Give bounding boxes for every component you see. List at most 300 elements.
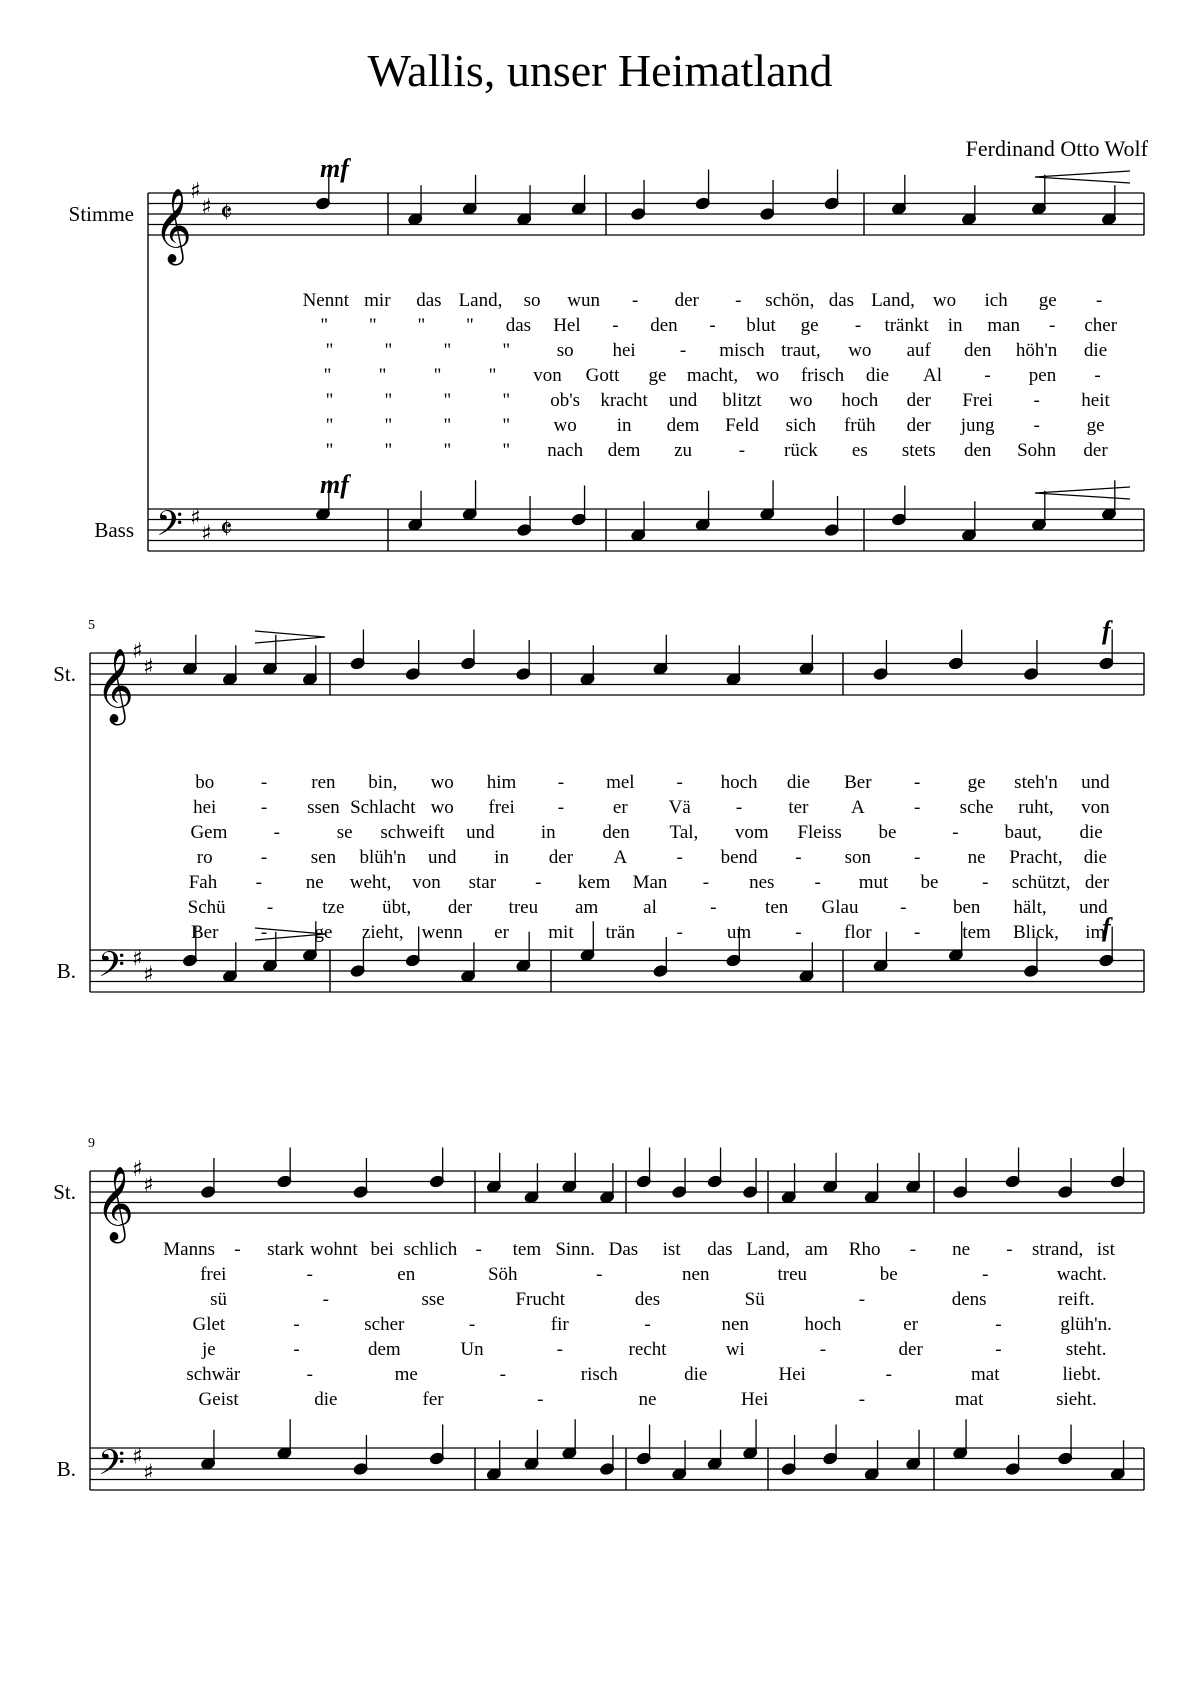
lyric-syllable: der <box>898 1339 923 1360</box>
lyric-syllable: frei <box>488 797 515 818</box>
lyric-syllable: al <box>643 897 657 918</box>
lyric-syllable: Fah <box>188 872 218 893</box>
key-signature-sharp: ♯ <box>132 946 143 972</box>
lyric-syllable: der <box>906 390 931 411</box>
lyric-syllable: wo <box>430 797 454 818</box>
lyric-syllable: ne <box>638 1389 657 1410</box>
key-signature-sharp: ♯ <box>201 521 212 547</box>
key-signature-sharp: ♯ <box>132 1157 143 1182</box>
lyric-syllable: - <box>1096 290 1103 311</box>
lyric-syllable: wo <box>755 365 780 386</box>
lyric-syllable: Glau <box>821 897 859 918</box>
lyric-syllable: kem <box>577 872 611 893</box>
lyric-syllable: stark <box>267 1239 305 1260</box>
lyric-syllable: Al <box>923 365 942 386</box>
lyric-syllable: und <box>466 822 495 843</box>
lyric-syllable: Frei <box>962 390 993 411</box>
lyric-syllable: den <box>963 440 992 461</box>
lyric-syllable: im <box>1085 922 1106 943</box>
lyric-syllable: ten <box>765 897 789 918</box>
lyric-syllable: - <box>260 922 268 943</box>
lyric-syllable: steh'n <box>1014 772 1058 793</box>
lyric-syllable: Tal, <box>669 822 699 843</box>
lyric-syllable: - <box>735 290 742 311</box>
lyric-syllable: " <box>323 365 332 386</box>
lyric-syllable: früh <box>843 415 876 436</box>
lyric-syllable: hei <box>193 797 217 818</box>
lyric-syllable: die <box>786 772 811 793</box>
lyric-syllable: ge <box>314 922 333 943</box>
lyric-syllable: traut, <box>781 340 821 361</box>
lyric-syllable: in <box>494 847 509 868</box>
lyric-syllable: - <box>858 1389 866 1410</box>
lyric-syllable: - <box>557 797 565 818</box>
lyric-syllable: " <box>368 315 377 336</box>
lyric-syllable: wo <box>932 290 957 311</box>
lyric-syllable: des <box>634 1289 661 1310</box>
lyric-syllable: - <box>795 922 802 943</box>
lyric-syllable: in <box>947 315 963 336</box>
crescendo-hairpin <box>1035 487 1130 493</box>
lyric-syllable: ben <box>952 897 981 918</box>
lyric-syllable: Ber <box>190 922 219 943</box>
key-signature-sharp: ♯ <box>143 1172 154 1198</box>
lyric-syllable: frisch <box>800 365 845 386</box>
lyric-syllable: - <box>306 1264 313 1285</box>
lyric-syllable: " <box>325 415 334 436</box>
lyric-syllable: macht, <box>686 365 739 386</box>
lyric-syllable: den <box>602 822 630 843</box>
lyric-syllable: mut <box>858 872 889 893</box>
lyric-syllable: - <box>306 1364 313 1385</box>
lyric-syllable: Land, <box>458 290 503 311</box>
lyric-syllable: - <box>914 847 921 868</box>
lyric-syllable: ge <box>1038 290 1057 311</box>
lyric-syllable: am <box>804 1239 828 1260</box>
lyric-syllable: frei <box>200 1264 227 1285</box>
lyric-syllable: blut <box>746 315 776 336</box>
lyric-syllable: - <box>273 822 280 843</box>
lyric-syllable: ist <box>662 1239 681 1260</box>
key-signature-sharp: ♯ <box>143 654 154 680</box>
lyric-syllable: Sohn <box>1017 440 1057 461</box>
lyric-syllable: Das <box>608 1239 639 1260</box>
lyric-syllable: be <box>879 1264 898 1285</box>
lyric-syllable: me <box>394 1364 418 1385</box>
lyric-syllable: - <box>702 872 710 893</box>
lyric-syllable: am <box>575 897 599 918</box>
lyric-syllable: " <box>443 415 452 436</box>
lyric-syllable: jung <box>960 415 995 436</box>
lyric-syllable: Fleiss <box>797 822 842 843</box>
lyric-syllable: " <box>325 390 334 411</box>
bass-clef-icon: 𝄢 <box>98 944 126 993</box>
lyric-syllable: Rho <box>848 1239 881 1260</box>
lyric-syllable: Schü <box>187 897 226 918</box>
lyric-syllable: sieht. <box>1056 1389 1097 1410</box>
lyric-syllable: - <box>854 315 862 336</box>
lyric-syllable: tem <box>962 922 991 943</box>
lyric-syllable: son <box>844 847 872 868</box>
lyric-syllable: - <box>909 1239 917 1260</box>
lyric-syllable: " <box>502 340 511 361</box>
lyric-syllable: ne <box>967 847 986 868</box>
lyric-syllable: stets <box>901 440 936 461</box>
lyric-syllable: - <box>795 847 802 868</box>
lyric-syllable: - <box>900 897 907 918</box>
lyric-syllable: - <box>535 872 542 893</box>
lyric-syllable: " <box>384 340 393 361</box>
lyric-syllable: Sü <box>744 1289 765 1310</box>
dynamic-mf: mf <box>320 470 349 499</box>
lyric-syllable: das <box>707 1239 733 1260</box>
lyric-syllable: von <box>412 872 441 893</box>
key-signature-sharp: ♯ <box>143 1460 154 1486</box>
lyric-syllable: schwär <box>186 1364 241 1385</box>
key-signature-sharp: ♯ <box>132 639 143 664</box>
lyric-syllable: ren <box>311 772 336 793</box>
lyric-syllable: zu <box>674 440 693 461</box>
lyric-syllable: zieht, <box>361 922 404 943</box>
lyric-syllable: Land, <box>746 1239 791 1260</box>
page-title: Wallis, unser Heimatland <box>367 45 833 96</box>
lyric-syllable: Ber <box>844 772 872 793</box>
lyric-syllable: " <box>417 315 426 336</box>
lyric-syllable: nach <box>547 440 584 461</box>
lyric-syllable: - <box>995 1339 1002 1360</box>
lyric-syllable: - <box>819 1339 827 1360</box>
lyric-syllable: das <box>505 315 532 336</box>
lyric-syllable: cher <box>1084 315 1118 336</box>
lyric-syllable: weht, <box>349 872 392 893</box>
lyric-syllable: die <box>1083 340 1108 361</box>
lyric-syllable: hält, <box>1013 897 1047 918</box>
measure-number: 9 <box>88 1136 95 1151</box>
lyric-syllable: ich <box>984 290 1008 311</box>
lyric-syllable: flor <box>844 922 872 943</box>
lyric-syllable: schweift <box>380 822 445 843</box>
lyric-syllable: sen <box>310 847 337 868</box>
lyric-syllable: die <box>1083 847 1107 868</box>
lyric-syllable: und <box>1081 772 1110 793</box>
lyric-syllable: ne <box>952 1239 971 1260</box>
lyric-syllable: Land, <box>871 290 915 311</box>
lyric-syllable: mat <box>971 1364 1000 1385</box>
staff-label-upper: St. <box>53 1180 76 1204</box>
lyric-syllable: pen <box>1028 365 1057 386</box>
staff-label-upper: St. <box>53 662 76 686</box>
lyric-syllable: - <box>982 1264 989 1285</box>
lyric-syllable: " <box>378 365 387 386</box>
lyric-syllable: treu <box>777 1264 808 1285</box>
treble-clef-icon: 𝄞 <box>154 189 192 263</box>
lyric-syllable: wo <box>430 772 454 793</box>
lyric-syllable: rück <box>784 440 818 461</box>
lyric-syllable: ob's <box>550 390 581 411</box>
lyric-syllable: nes <box>749 872 775 893</box>
lyric-syllable: wi <box>725 1339 745 1360</box>
lyric-syllable: - <box>293 1339 300 1360</box>
lyric-syllable: - <box>885 1364 892 1385</box>
lyric-syllable: be <box>878 822 897 843</box>
lyric-syllable: ge <box>1086 415 1105 436</box>
cut-time-icon: 𝄵 <box>220 512 233 545</box>
lyric-syllable: - <box>255 872 262 893</box>
lyric-syllable: Manns <box>163 1239 215 1260</box>
lyric-syllable: - <box>1033 390 1040 411</box>
lyric-syllable: Vä <box>668 797 691 818</box>
lyric-syllable: tem <box>512 1239 542 1260</box>
lyric-syllable: Sinn. <box>555 1239 595 1260</box>
lyric-syllable: ist <box>1096 1239 1115 1260</box>
lyric-syllable: der <box>1084 872 1110 893</box>
lyric-syllable: und <box>668 390 698 411</box>
lyric-syllable: hoch <box>720 772 758 793</box>
lyric-syllable: " <box>502 440 511 461</box>
staff-label-lower: B. <box>56 959 76 983</box>
lyric-syllable: in <box>616 415 632 436</box>
lyric-syllable: ge <box>648 365 667 386</box>
lyric-syllable: den <box>650 315 678 336</box>
lyric-syllable: der <box>674 290 699 311</box>
lyric-syllable: him <box>486 772 517 793</box>
lyric-syllable: schön, <box>765 290 815 311</box>
lyric-syllable: " <box>384 440 393 461</box>
lyric-syllable: - <box>596 1264 603 1285</box>
lyric-syllable: Söh <box>487 1264 518 1285</box>
lyric-syllable: - <box>709 315 716 336</box>
lyric-syllable: bin, <box>368 772 398 793</box>
lyric-syllable: mit <box>548 922 574 943</box>
lyric-syllable: von <box>1081 797 1110 818</box>
lyric-syllable: um <box>726 922 752 943</box>
lyric-syllable: höh'n <box>1015 340 1058 361</box>
lyric-syllable: se <box>336 822 353 843</box>
lyric-syllable: heit <box>1081 390 1110 411</box>
lyric-syllable: sich <box>785 415 817 436</box>
dynamic-f: f <box>1102 913 1111 942</box>
lyric-syllable: " <box>488 365 497 386</box>
lyric-syllable: ge <box>967 772 986 793</box>
lyric-syllable: A <box>613 847 628 868</box>
cut-time-icon: 𝄵 <box>220 196 233 229</box>
lyric-syllable: Pracht, <box>1009 847 1063 868</box>
lyric-syllable: die <box>1079 822 1103 843</box>
lyric-syllable: er <box>903 1314 919 1335</box>
key-signature-sharp: ♯ <box>132 1444 143 1470</box>
lyric-syllable: wohnt <box>310 1239 358 1260</box>
lyric-syllable: en <box>397 1264 416 1285</box>
lyric-syllable: star <box>468 872 497 893</box>
composer: Ferdinand Otto Wolf <box>965 136 1148 161</box>
lyric-syllable: der <box>548 847 574 868</box>
lyric-syllable: - <box>738 440 746 461</box>
lyric-syllable: - <box>676 922 683 943</box>
lyric-syllable: Hei <box>778 1364 806 1385</box>
lyric-syllable: ro <box>196 847 213 868</box>
lyric-syllable: Hel <box>553 315 581 336</box>
lyric-syllable: Man <box>632 872 668 893</box>
lyric-syllable: er <box>612 797 628 818</box>
lyric-syllable: " <box>325 440 334 461</box>
lyric-syllable: - <box>1006 1239 1013 1260</box>
lyric-syllable: - <box>234 1239 241 1260</box>
lyric-syllable: je <box>202 1339 216 1360</box>
lyric-syllable: Geist <box>198 1389 239 1410</box>
lyric-syllable: Schlacht <box>350 797 416 818</box>
lyric-syllable: " <box>502 415 511 436</box>
decrescendo-hairpin <box>255 631 325 637</box>
lyric-syllable: die <box>314 1389 338 1410</box>
lyric-syllable: ge <box>800 315 819 336</box>
staff-label-lower: B. <box>56 1457 76 1481</box>
lyric-syllable: der <box>447 897 473 918</box>
lyric-syllable: glüh'n. <box>1060 1314 1112 1335</box>
key-signature-sharp: ♯ <box>143 962 154 988</box>
lyric-syllable: " <box>443 340 452 361</box>
lyric-syllable: mat <box>954 1389 984 1410</box>
lyric-syllable: - <box>266 897 274 918</box>
lyric-syllable: das <box>828 290 855 311</box>
lyric-syllable: und <box>427 847 457 868</box>
lyric-syllable: Frucht <box>515 1289 566 1310</box>
lyric-syllable: - <box>322 1289 329 1310</box>
lyric-syllable: sche <box>959 797 994 818</box>
lyric-syllable: - <box>612 315 619 336</box>
lyric-syllable: von <box>533 365 562 386</box>
lyric-syllable: übt, <box>382 897 412 918</box>
lyric-syllable: bei <box>370 1239 394 1260</box>
lyric-syllable: und <box>1079 897 1108 918</box>
lyric-syllable: scher <box>364 1314 405 1335</box>
lyric-syllable: dem <box>607 440 641 461</box>
lyric-syllable: - <box>631 290 639 311</box>
lyric-syllable: das <box>416 290 442 311</box>
lyric-syllable: fer <box>422 1389 444 1410</box>
lyric-syllable: " <box>502 390 511 411</box>
lyric-syllable: Gott <box>585 365 620 386</box>
lyric-syllable: wun <box>567 290 600 311</box>
lyric-syllable: ruht, <box>1018 797 1054 818</box>
lyric-syllable: der <box>1083 440 1108 461</box>
lyric-syllable: " <box>433 365 442 386</box>
lyric-syllable: schlich <box>403 1239 458 1260</box>
lyric-syllable: liebt. <box>1062 1364 1102 1385</box>
lyric-syllable: blitzt <box>722 390 762 411</box>
lyric-syllable: - <box>260 797 268 818</box>
lyric-syllable: so <box>523 290 541 311</box>
lyric-syllable: bo <box>195 772 215 793</box>
lyric-syllable: - <box>676 847 683 868</box>
lyric-syllable: A <box>850 797 865 818</box>
measure-number: 5 <box>88 618 95 633</box>
lyric-syllable: steht. <box>1065 1339 1107 1360</box>
lyric-syllable: hoch <box>841 390 879 411</box>
lyric-syllable: dem <box>367 1339 401 1360</box>
lyric-syllable: tränkt <box>884 315 929 336</box>
lyric-syllable: fir <box>550 1314 569 1335</box>
lyric-syllable: reift. <box>1058 1289 1095 1310</box>
lyric-syllable: - <box>475 1239 482 1260</box>
lyric-syllable: wo <box>848 340 872 361</box>
bass-clef-icon: 𝄢 <box>156 503 184 552</box>
lyric-syllable: - <box>260 772 268 793</box>
lyric-syllable: wenn <box>421 922 463 943</box>
lyric-syllable: wo <box>553 415 577 436</box>
bass-clef-icon: 𝄢 <box>98 1442 126 1491</box>
lyric-syllable: risch <box>580 1364 618 1385</box>
lyric-syllable: - <box>468 1314 476 1335</box>
lyric-syllable: - <box>676 772 683 793</box>
lyric-syllable: trän <box>605 922 636 943</box>
lyric-syllable: kracht <box>600 390 648 411</box>
lyric-syllable: sü <box>210 1289 228 1310</box>
lyric-syllable: - <box>644 1314 651 1335</box>
lyric-syllable: Hei <box>741 1389 769 1410</box>
lyric-syllable: wo <box>789 390 813 411</box>
lyric-syllable: " <box>443 440 452 461</box>
lyric-syllable: Un <box>460 1339 484 1360</box>
lyric-syllable: dens <box>951 1289 987 1310</box>
lyric-syllable: - <box>679 340 687 361</box>
dynamic-f: f <box>1102 616 1111 645</box>
lyric-syllable: nen <box>721 1314 749 1335</box>
lyric-syllable: - <box>710 897 717 918</box>
lyric-syllable: " <box>325 340 334 361</box>
lyric-syllable: hoch <box>804 1314 842 1335</box>
lyric-syllable: treu <box>508 897 539 918</box>
lyric-syllable: " <box>384 415 393 436</box>
treble-clef-icon: 𝄞 <box>96 649 134 723</box>
lyric-syllable: - <box>982 872 989 893</box>
lyric-syllable: - <box>537 1389 544 1410</box>
treble-clef-icon: 𝄞 <box>96 1167 134 1241</box>
lyric-syllable: - <box>858 1289 866 1310</box>
lyric-syllable: - <box>1033 415 1040 436</box>
lyric-syllable: - <box>952 822 959 843</box>
lyric-syllable: - <box>914 772 921 793</box>
lyric-syllable: mir <box>364 290 391 311</box>
lyric-syllable: - <box>735 797 743 818</box>
lyric-syllable: tze <box>322 897 345 918</box>
lyric-syllable: wacht. <box>1056 1264 1107 1285</box>
lyric-syllable: - <box>556 1339 563 1360</box>
lyric-syllable: mel <box>606 772 635 793</box>
lyric-syllable: " <box>465 315 474 336</box>
lyric-syllable: " <box>443 390 452 411</box>
lyric-syllable: schützt, <box>1011 872 1071 893</box>
lyric-syllable: nen <box>682 1264 710 1285</box>
lyric-syllable: die <box>865 365 890 386</box>
lyric-syllable: so <box>556 340 574 361</box>
lyric-syllable: ne <box>305 872 324 893</box>
lyric-syllable: - <box>814 872 821 893</box>
lyric-syllable: baut, <box>1004 822 1042 843</box>
lyric-syllable: - <box>260 847 268 868</box>
lyric-syllable: auf <box>906 340 931 361</box>
lyric-syllable: - <box>914 797 921 818</box>
crescendo-hairpin <box>1035 493 1130 499</box>
lyric-syllable: - <box>914 922 921 943</box>
lyric-syllable: ter <box>788 797 809 818</box>
lyric-syllable: in <box>540 822 556 843</box>
lyric-syllable: es <box>851 440 868 461</box>
lyric-syllable: dem <box>666 415 700 436</box>
lyric-syllable: be <box>920 872 939 893</box>
crescendo-hairpin <box>1035 177 1130 183</box>
lyric-syllable: - <box>1049 315 1056 336</box>
key-signature-sharp: ♯ <box>190 179 201 204</box>
